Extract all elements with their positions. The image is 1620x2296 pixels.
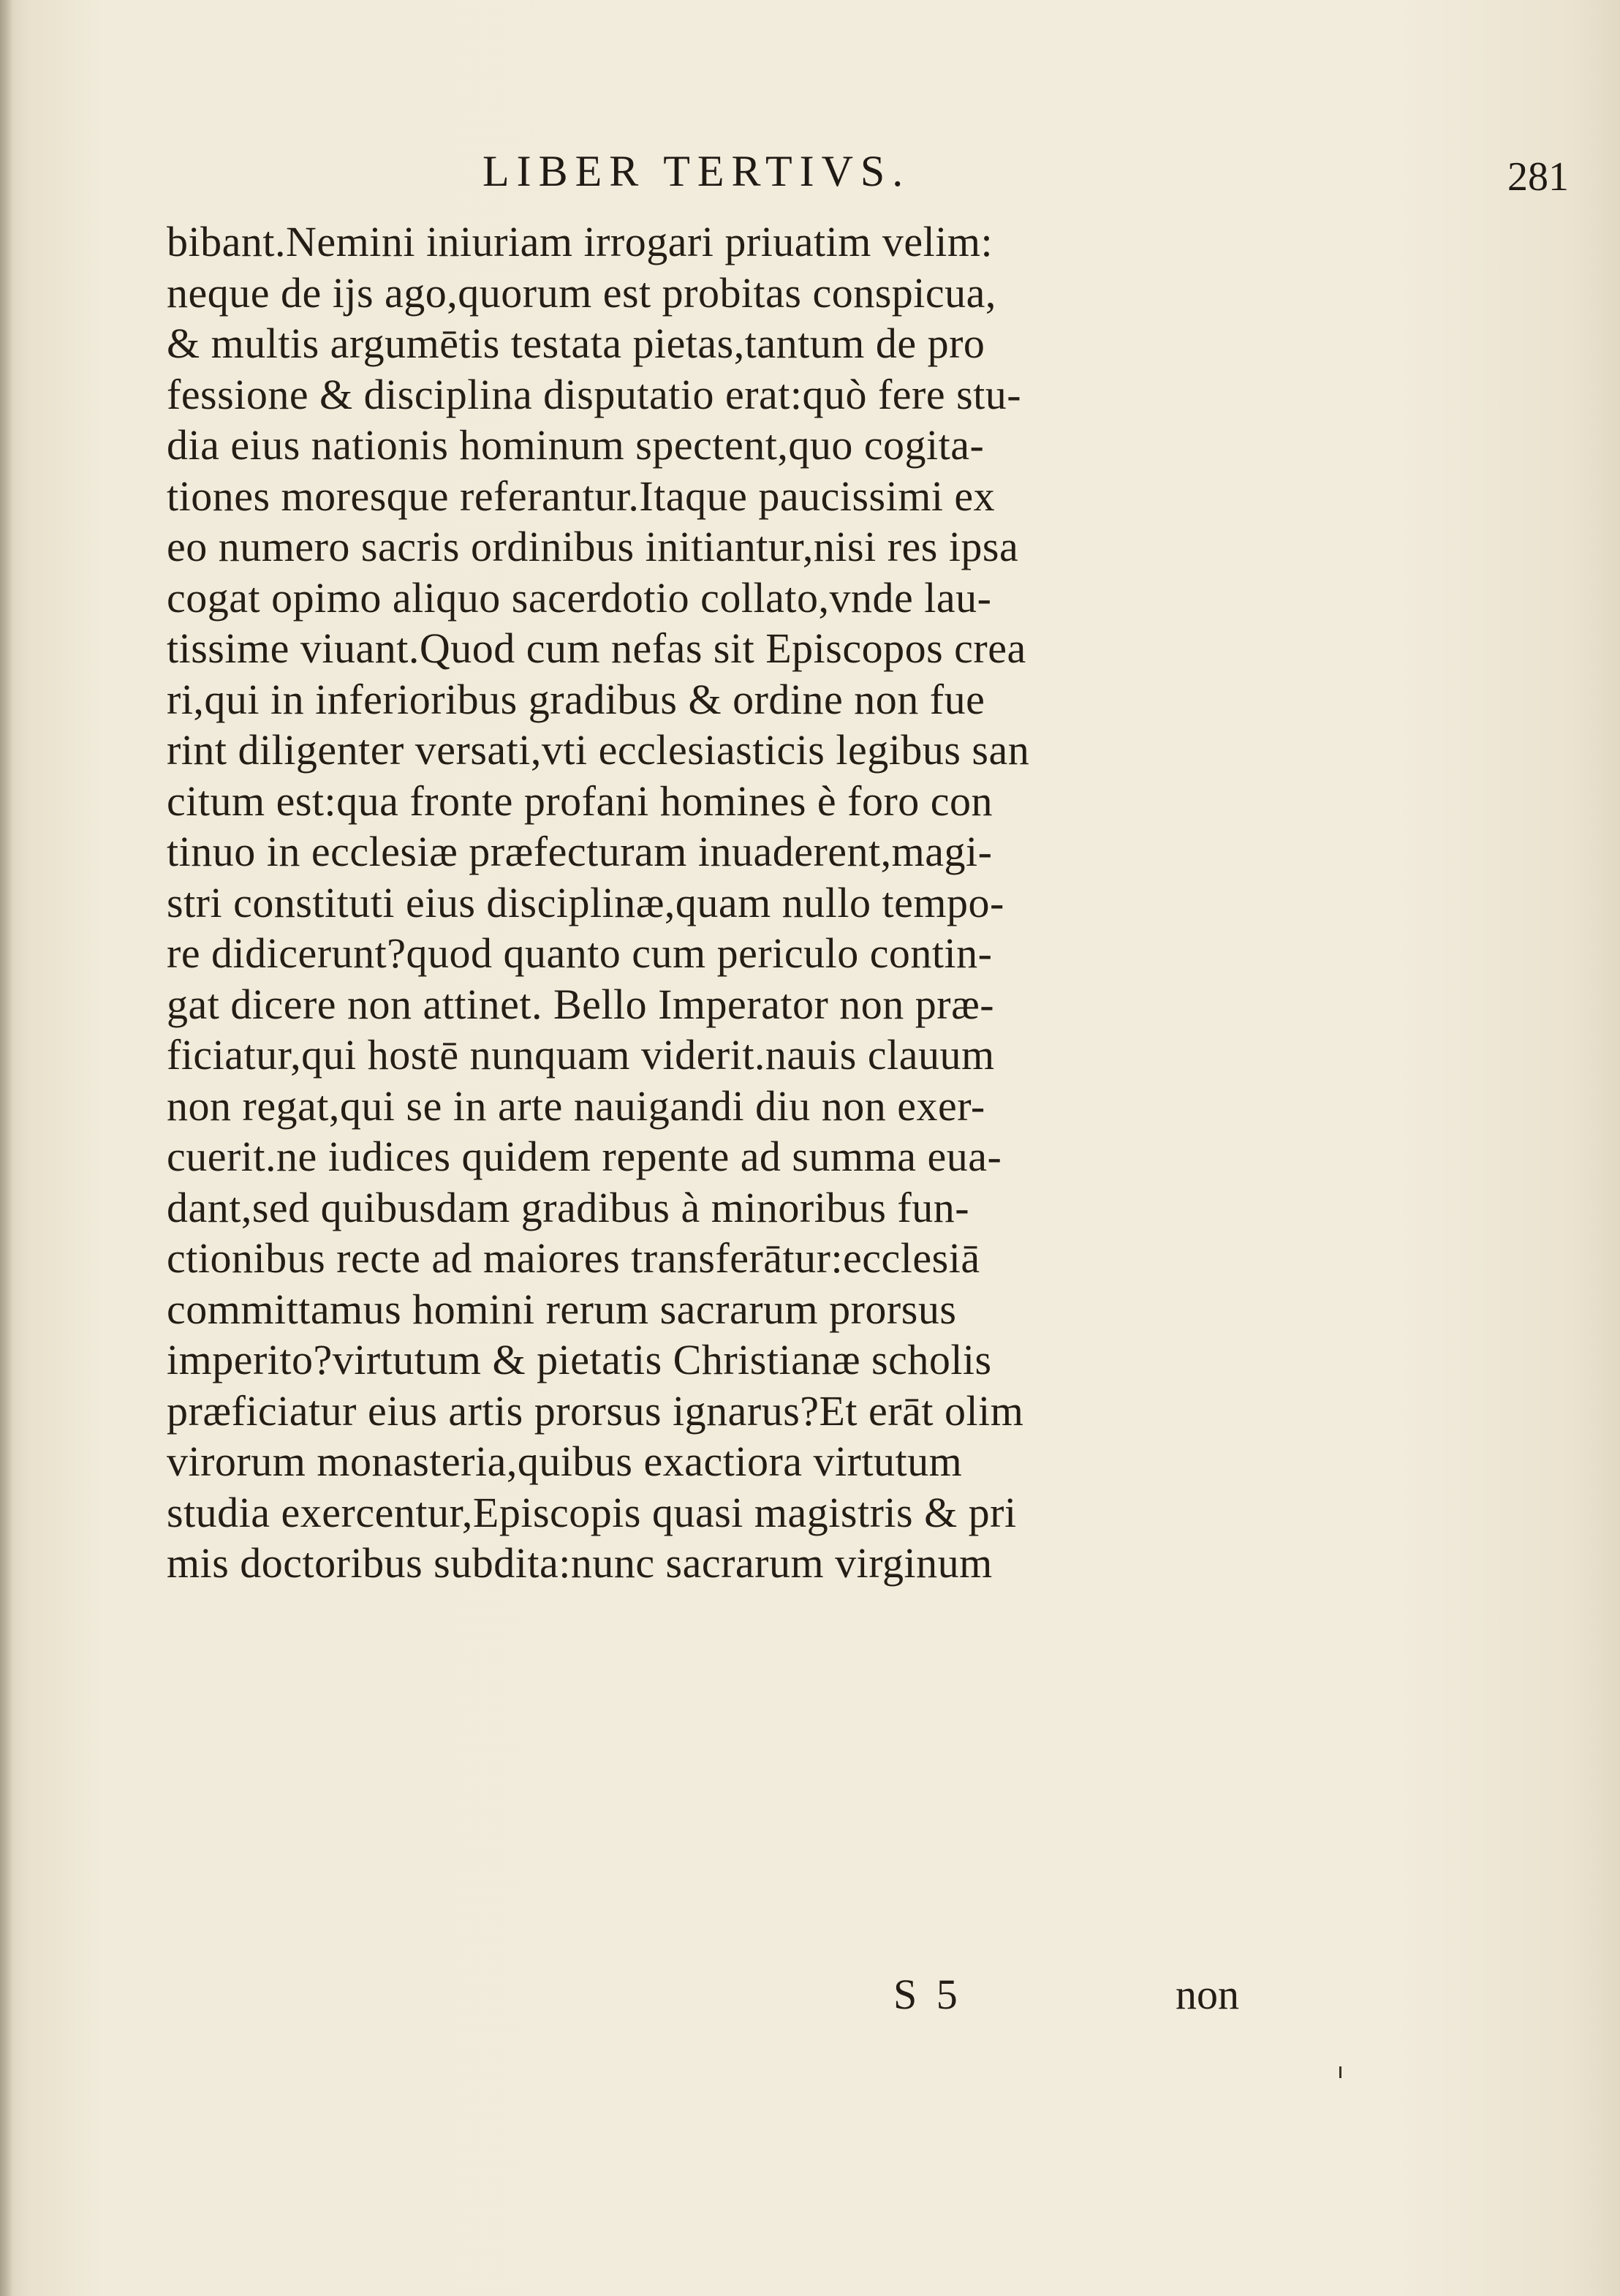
text-line-2: neque de ijs ago,quorum est probitas conspicua, — [167, 268, 996, 317]
text-line-8: cogat opimo aliquo sacerdotio collato,vnde lau- — [167, 573, 992, 622]
text-line-5: dia eius nationis hominum spectent,quo cogita- — [167, 421, 985, 469]
text-line-13: tinuo in ecclesiæ præfecturam inuaderent,magi- — [167, 828, 993, 875]
text-line-18: non regat,qui se in arte nauigandi diu non exer- — [167, 1081, 985, 1130]
text-line-6: tiones moresque referantur.Itaque paucissimi ex — [167, 472, 996, 520]
text-line-26: studia exercentur,Episcopis quasi magistris & pri — [167, 1488, 1017, 1536]
text-line-17: ficiatur,qui hostē nunquam viderit.nauis clauum — [167, 1031, 995, 1079]
text-line-20: dant,sed quibusdam gradibus à minoribus fun- — [167, 1183, 970, 1231]
text-line-9: tissime viuant.Quod cum nefas sit Episcopos crea — [167, 624, 1026, 672]
text-line-4: fessione & disciplina disputatio erat:quò fere stu- — [167, 370, 1022, 418]
page-edge-shadow — [0, 0, 13, 2296]
text-line-7: eo numero sacris ordinibus initiantur,nisi res ipsa — [167, 523, 1019, 570]
text-line-3: & multis argumētis testata pietas,tantum de pro — [167, 320, 985, 367]
text-line-15: re didicerunt?quod quanto cum periculo contin- — [167, 929, 993, 977]
text-line-11: rint diligenter versati,vti ecclesiasticis legibus san — [167, 726, 1030, 774]
text-line-27: mis doctoribus subdita:nunc sacrarum virginum — [167, 1539, 993, 1587]
text-line-23: imperito?virtutum & pietatis Christianæ scholis — [167, 1336, 992, 1383]
main-text-block — [167, 216, 1292, 1589]
ink-speck — [1339, 2066, 1341, 2078]
text-line-21: ctionibus recte ad maiores transferātur:ecclesiā — [167, 1234, 980, 1282]
text-line-24: præficiatur eius artis prorsus ignarus?Et erāt olim — [167, 1386, 1024, 1435]
running-title: LIBER TERTIVS. — [482, 147, 911, 195]
text-line-1: bibant.Nemini iniuriam irrogari priuatim velim: — [167, 218, 993, 265]
catchword: non — [1176, 1971, 1239, 2018]
text-line-25: virorum monasteria,quibus exactiora virtutum — [167, 1438, 963, 1485]
text-line-10: ri,qui in inferioribus gradibus & ordine non fue — [167, 675, 985, 723]
text-line-19: cuerit.ne iudices quidem repente ad summa eua- — [167, 1133, 1002, 1180]
folio-number: 281 — [1507, 154, 1569, 200]
text-line-22: committamus homini rerum sacrarum prorsus — [167, 1285, 957, 1333]
signature-mark: S 5 — [893, 1971, 962, 2018]
text-line-16: gat dicere non attinet. Bello Imperator non præ- — [167, 980, 995, 1028]
text-line-14: stri constituti eius disciplinæ,quam nullo tempo- — [167, 878, 1004, 926]
text-line-12: citum est:qua fronte profani homines è foro con — [167, 777, 993, 825]
